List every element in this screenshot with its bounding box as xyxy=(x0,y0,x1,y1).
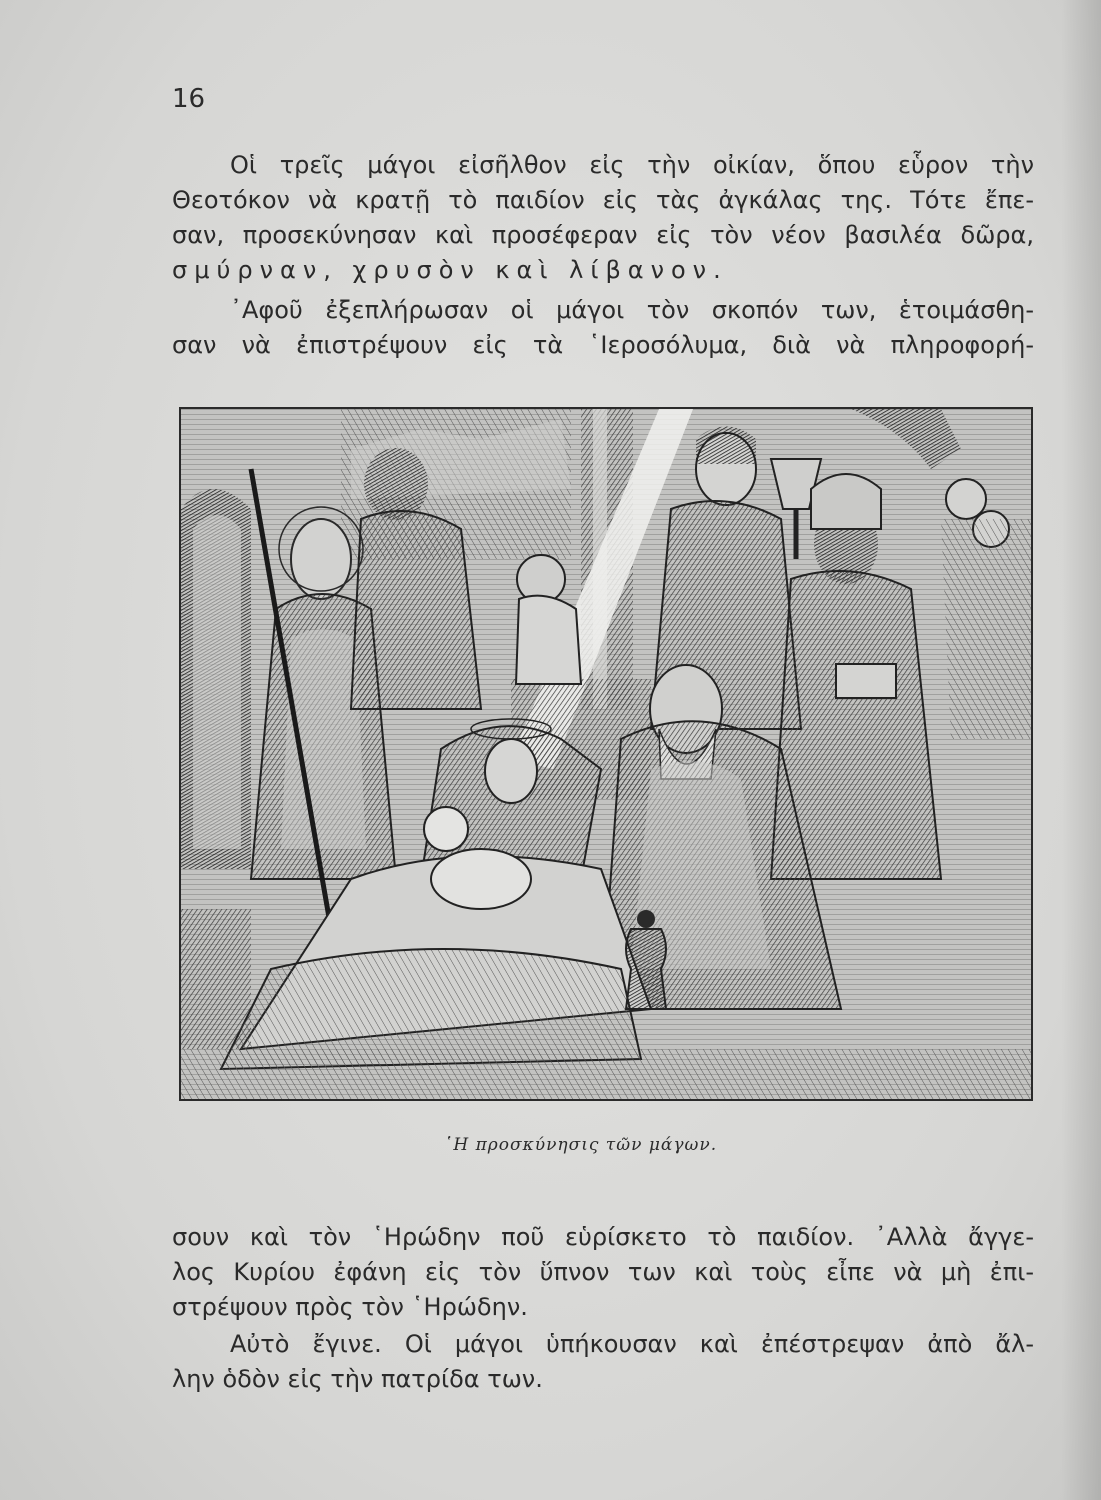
figure-caption: ῾Η προσκύνησις τῶν μάγων. xyxy=(443,1135,718,1155)
text-line: Οἱ τρεῖς μάγοι εἰσῆλθον εἰς τὴν οἰκίαν, ὅπου εὗρον τὴν xyxy=(230,151,1034,179)
page-edge-shadow xyxy=(1061,0,1101,1500)
paragraph-angel-warning xyxy=(172,1220,1034,1325)
text-line: Θεοτόκον νὰ κρατῇ τὸ παιδίον εἰς τὰς ἀγκάλας της. Τότε ἔπε- xyxy=(172,186,1034,214)
text-line: ᾿Αφοῦ ἐξεπλήρωσαν οἱ μάγοι τὸν σκοπόν των, ἑτοιμάσθη- xyxy=(230,296,1034,324)
paragraph-magi-obey xyxy=(172,1327,1034,1397)
text-line: Αὐτὸ ἔγινε. Οἱ μάγοι ὑπήκουσαν καὶ ἐπέστρεψαν ἀπὸ ἄλ- xyxy=(230,1330,1034,1358)
text-line-gifts: σμύρναν, χρυσὸν καὶ λίβανον. xyxy=(172,256,728,284)
text-line: στρέψουν πρὸς τὸν ῾Ηρώδην. xyxy=(172,1293,528,1321)
text-line: σουν καὶ τὸν ῾Ηρώδην ποῦ εὑρίσκετο τὸ παιδίον. ᾿Αλλὰ ἄγγε- xyxy=(172,1223,1034,1251)
text-line: σαν, προσεκύνησαν καὶ προσέφεραν εἰς τὸν νέον βασιλέα δῶρα, xyxy=(172,221,1034,249)
paragraph-magi-enter xyxy=(172,148,1034,288)
text-line: λην ὁδὸν εἰς τὴν πατρίδα των. xyxy=(172,1365,543,1393)
paragraph-magi-return xyxy=(172,293,1034,363)
adoration-of-magi-engraving xyxy=(179,407,1033,1101)
page-number: 16 xyxy=(172,84,206,114)
text-line: λος Κυρίου ἐφάνη εἰς τὸν ὕπνον των καὶ τοὺς εἶπε νὰ μὴ ἐπι- xyxy=(172,1258,1034,1286)
text-line: σαν νὰ ἐπιστρέψουν εἰς τὰ ῾Ιεροσόλυμα, διὰ νὰ πληροφορή- xyxy=(172,331,1034,359)
